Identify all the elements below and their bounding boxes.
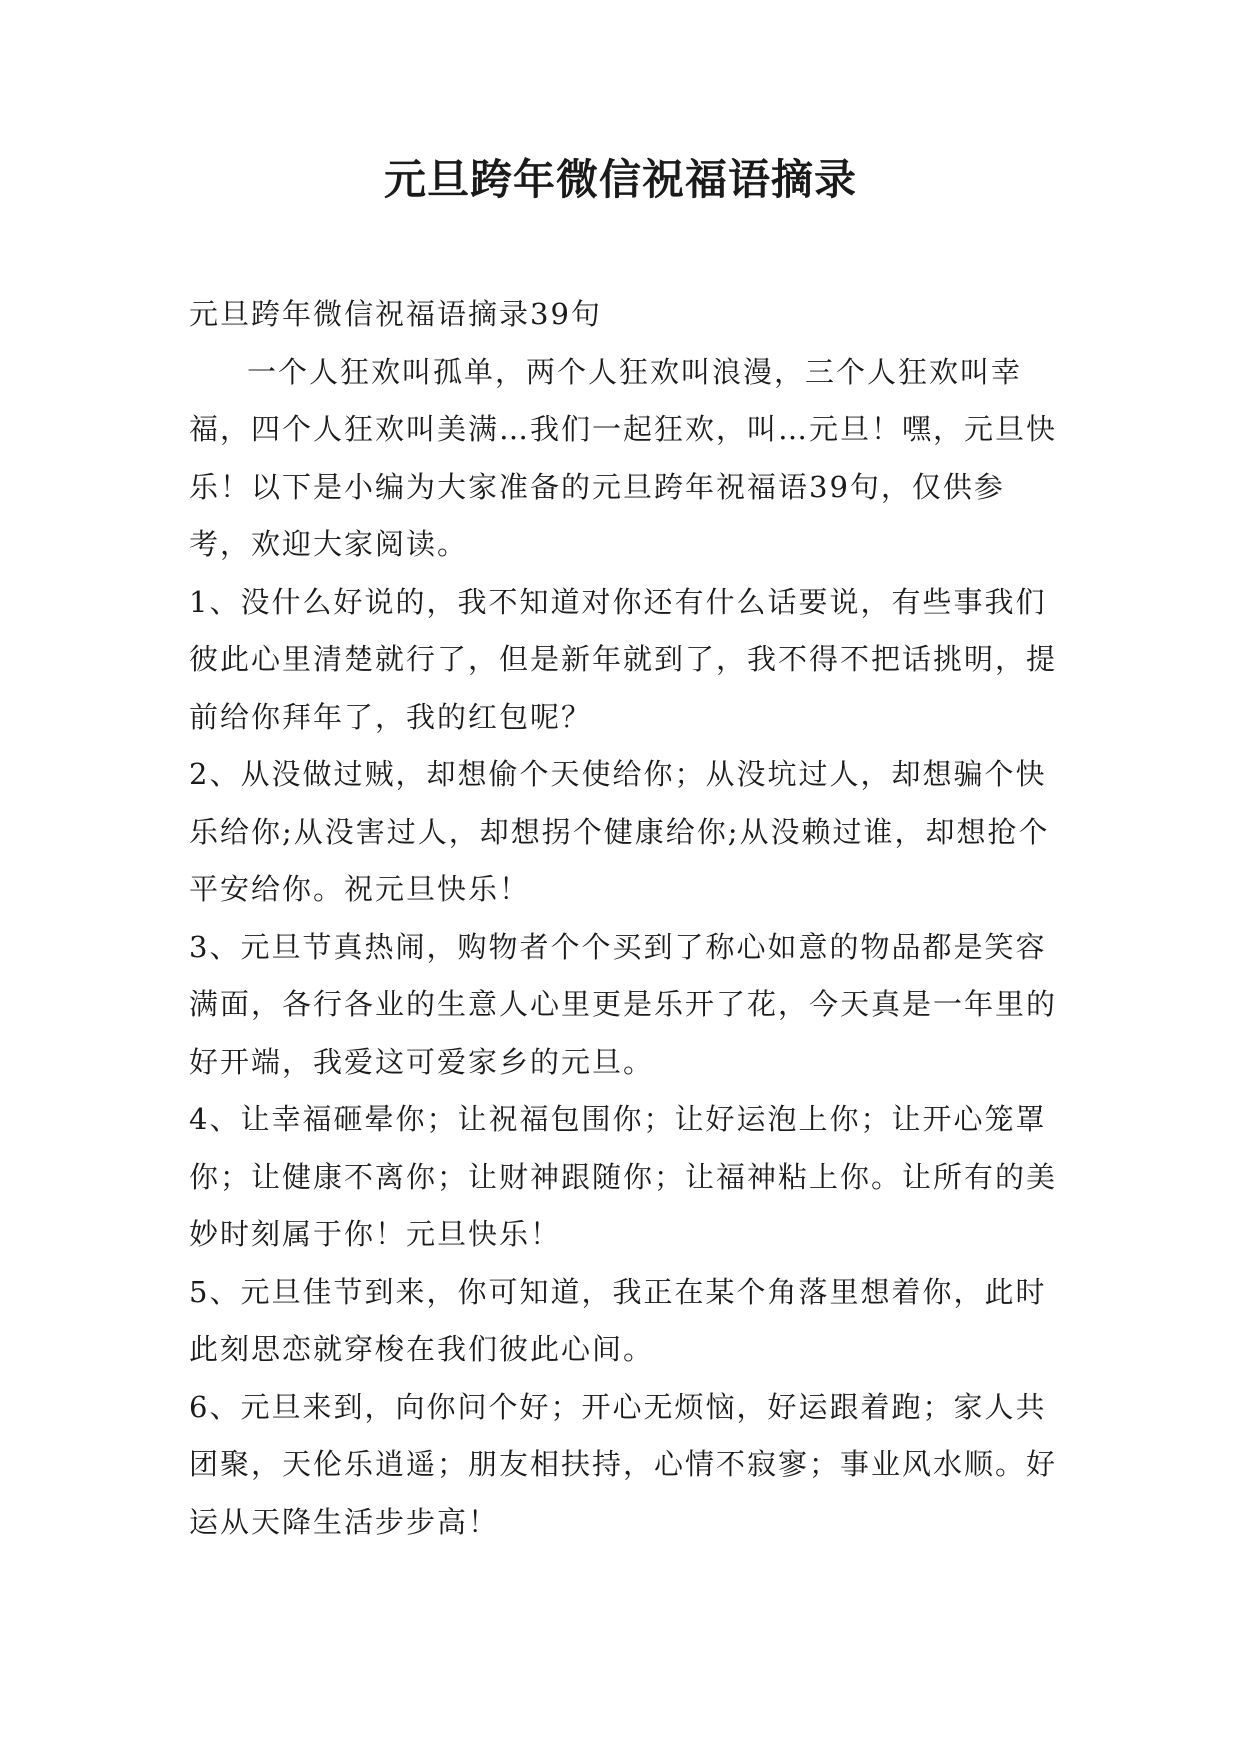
document-subtitle: 元旦跨年微信祝福语摘录39句	[189, 297, 602, 331]
blessing-item-5: 5、元旦佳节到来，你可知道，我正在某个角落里想着你，此时此刻思恋就穿梭在我们彼此心间。	[189, 1274, 1047, 1366]
blessing-item-6: 6、元旦来到，向你问个好；开心无烦恼，好运跟着跑；家人共团聚，天伦乐逍遥；朋友相扶持，心情不寂寥；事业风水顺。好运从天降生活步步高！	[189, 1389, 1058, 1539]
blessing-item-4: 4、让幸福砸晕你；让祝福包围你；让好运泡上你；让开心笼罩你；让健康不离你；让财神跟随你；让福神粘上你。让所有的美妙时刻属于你！元旦快乐！	[189, 1102, 1058, 1251]
blessing-item-3: 3、元旦节真热闹，购物者个个买到了称心如意的物品都是笑容满面，各行各业的生意人心里更是乐开了花，今天真是一年里的好开端，我爱这可爱家乡的元旦。	[189, 929, 1058, 1079]
intro-paragraph: 一个人狂欢叫孤单，两个人狂欢叫浪漫，三个人狂欢叫幸福，四个人狂欢叫美满…我们一起狂欢，叫…元旦！嘿，元旦快乐！以下是小编为大家准备的元旦跨年祝福语39句，仅供参考，欢迎大家阅读。	[189, 354, 1058, 561]
blessing-item-1: 1、没什么好说的，我不知道对你还有什么话要说，有些事我们彼此心里清楚就行了，但是新年就到了，我不得不把话挑明，提前给你拜年了，我的红包呢？	[189, 584, 1058, 734]
blessing-item-2: 2、从没做过贼，却想偷个天使给你；从没坑过人，却想骗个快乐给你;从没害过人，却想拐个健康给你;从没赖过谁，却想抢个平安给你。祝元旦快乐！	[189, 757, 1050, 906]
document-body	[189, 286, 1057, 1551]
document-title: 元旦跨年微信祝福语摘录	[383, 155, 857, 204]
